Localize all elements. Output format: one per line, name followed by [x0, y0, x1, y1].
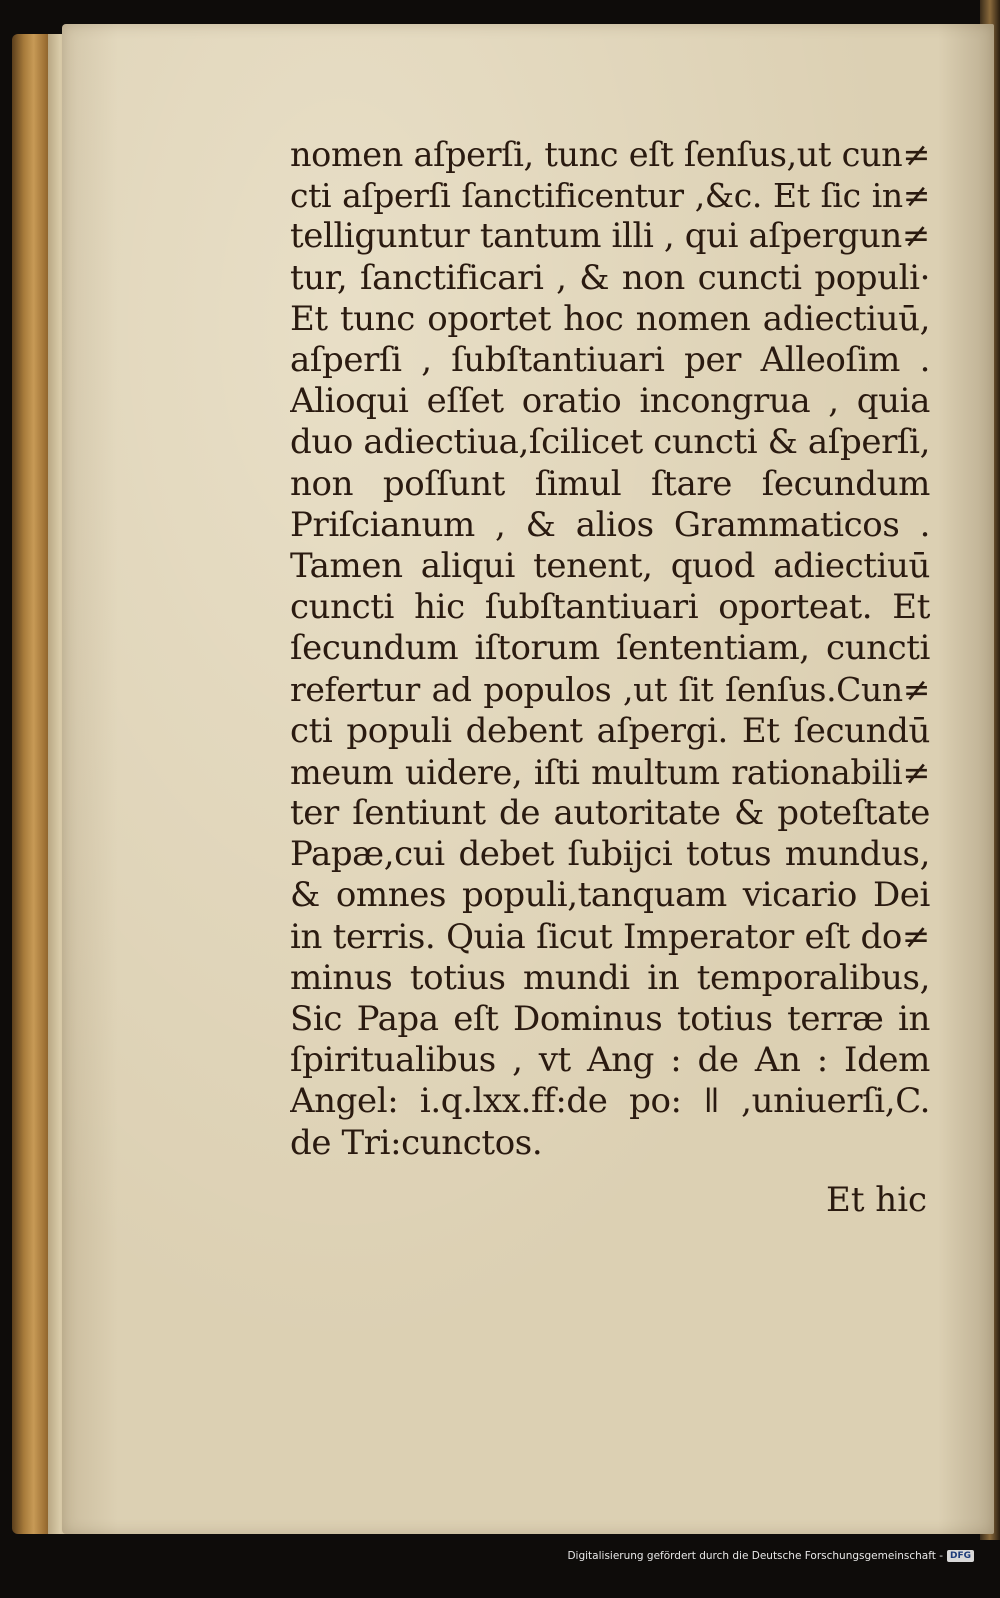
dfg-logo: DFG [947, 1550, 974, 1562]
text-line: aſperſi , ſubſtantiuari per Alleoſim . [290, 339, 930, 380]
footer-credit [567, 1550, 974, 1562]
text-line: telliguntur tantum illi , qui aſpergun≠ [290, 216, 930, 257]
text-line: non poſſunt ſimul ſtare ſecundum [290, 463, 930, 504]
text-line: ſpiritualibus , vt Ang : de An : Idem [290, 1040, 930, 1081]
text-line: in terris. Quia ſicut Imperator eſt do≠ [290, 916, 930, 957]
footer-credit-text: Digitalisierung gefördert durch die Deutsche Forschungsgemeinschaft - [567, 1550, 943, 1562]
text-line: & omnes populi,tanquam vicario Dei [290, 875, 930, 916]
text-line: minus totius mundi in temporalibus, [290, 957, 930, 998]
text-line: Tamen aliqui tenent, quod adiectiuū [290, 545, 930, 586]
text-line: cti aſperſi ſanctificentur ,&c. Et ſic in≠ [290, 176, 930, 216]
text-block [290, 134, 930, 1164]
text-line: cuncti hic ſubſtantiuari oporteat. Et [290, 587, 930, 628]
text-line: Sic Papa eſt Dominus totius terræ in [290, 998, 930, 1039]
text-line: ter ſentiunt de autoritate & poteſtate [290, 793, 930, 833]
text-line: refertur ad populos ,ut ſit ſenſus.Cun≠ [290, 670, 930, 710]
text-line: duo adiectiua,ſcilicet cuncti & aſperſi, [290, 422, 930, 463]
text-line: Angel: i.q.lxx.ff:de po: ǁ ,uniuerſi,C. [290, 1081, 930, 1122]
text-line: Papæ,cui debet ſubijci totus mundus, [290, 834, 930, 875]
text-line: nomen aſperſi, tunc eſt ſenſus,ut cun≠ [290, 135, 930, 174]
catchword: Et hic [826, 1180, 928, 1220]
text-line: cti populi debent aſpergi. Et ſecundū [290, 710, 930, 751]
text-line: Alioqui eſſet oratio incongrua , quia [290, 381, 930, 422]
text-line: ſecundum iſtorum ſententiam, cuncti [290, 628, 930, 669]
text-line: de Tri:cunctos. [290, 1122, 543, 1163]
text-line: meum uidere, iſti multum rationabili≠ [290, 752, 930, 792]
text-line: Et tunc oportet hoc nomen adiectiuū, [290, 298, 930, 339]
text-line: tur, ſanctificari , & non cuncti populi· [290, 257, 930, 298]
text-line: Priſcianum , & alios Grammaticos . [290, 504, 930, 545]
